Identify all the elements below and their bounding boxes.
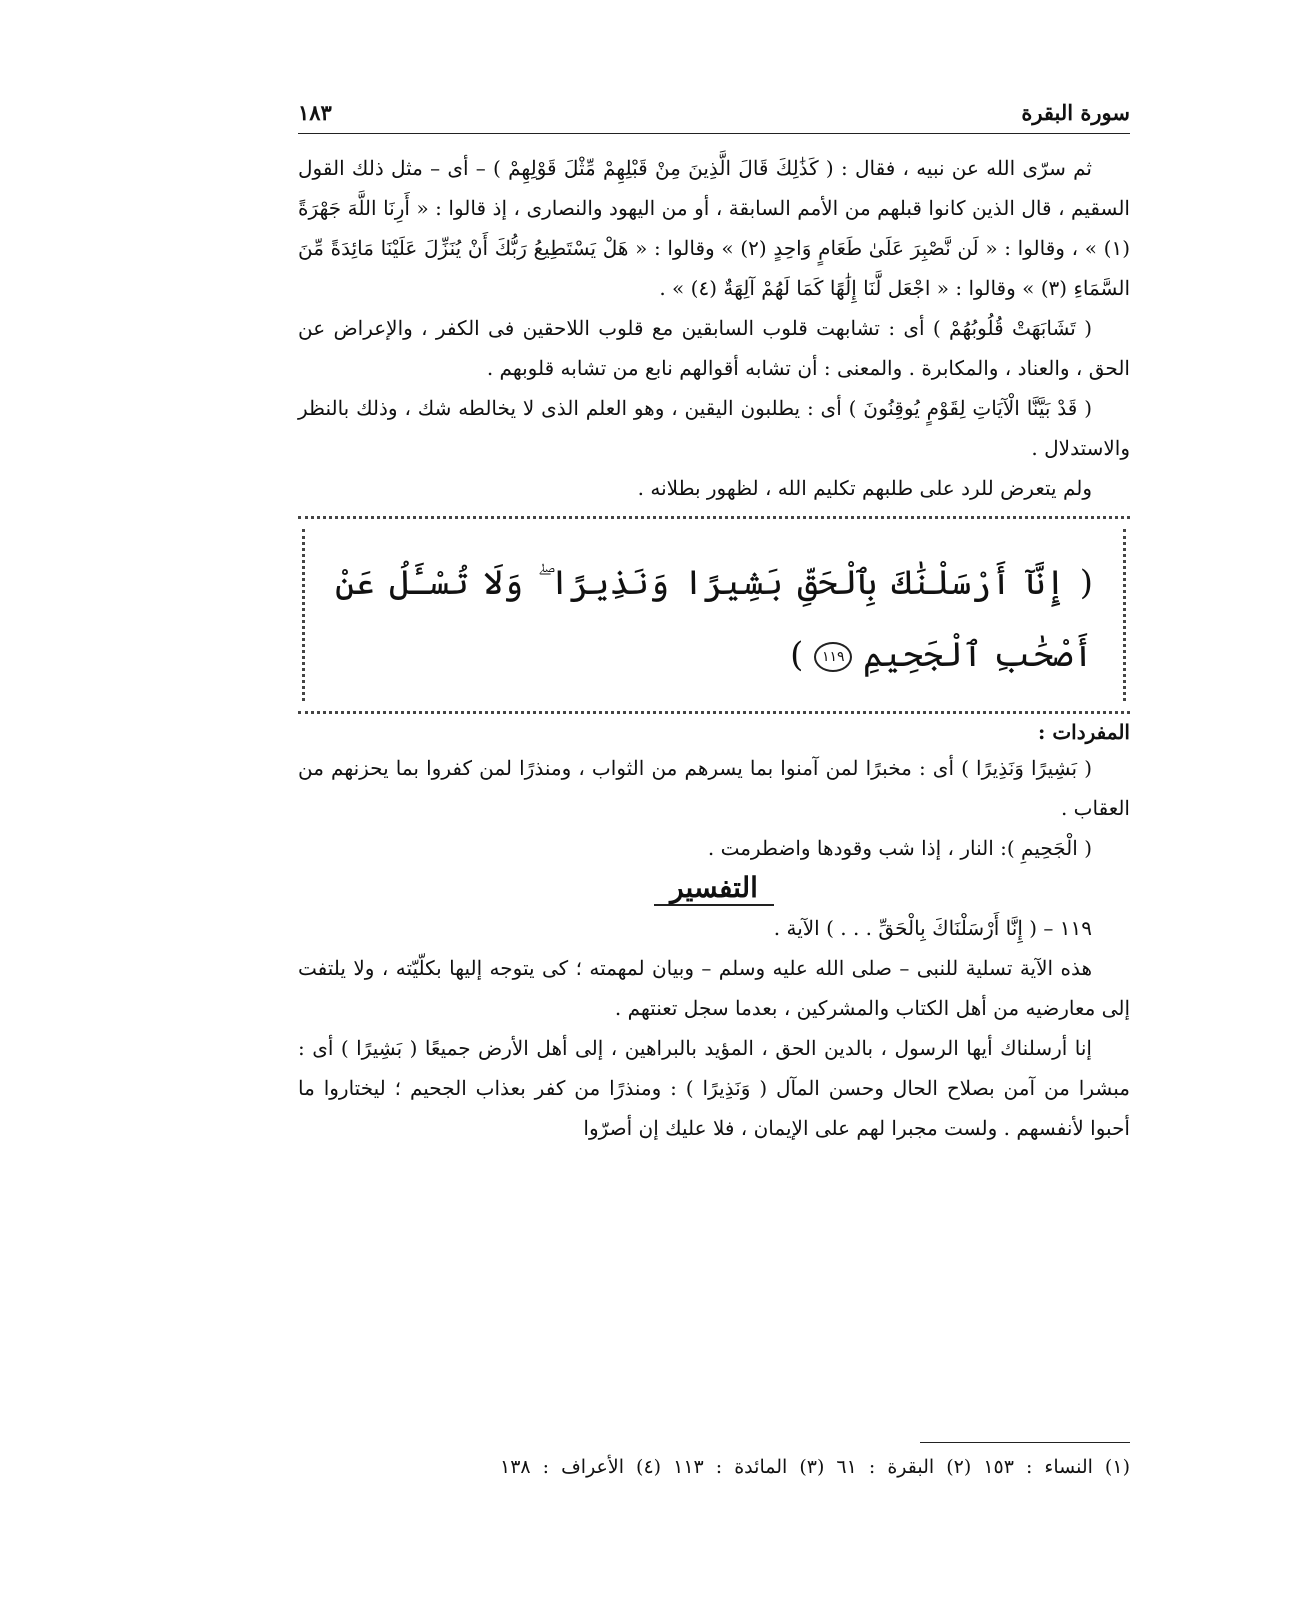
paragraph-4: ولم يتعرض للرد على طلبهم تكليم الله ، لظهور بطلانه . (637, 476, 1092, 500)
book-page (298, 100, 1130, 1478)
paragraph-1: ثم سرّى الله عن نبيه ، فقال : ( كَذَٰلِكَ قَالَ الَّذِينَ مِنْ قَبْلِهِمْ مِّثْلَ قَوْلِهِمْ ) – أى – مثل ذلك القول السقيم ، قال الذين كانوا قبلهم من الأمم السابقة ، أو من اليهود والنصارى ، إذ قالوا : « أَرِنَا اللَّهَ جَهْرَةً (١) » ، وقالوا : « لَن نَّصْبِرَ عَلَىٰ طَعَامٍ وَاحِدٍ (٢) » وقالوا : « هَلْ يَسْتَطِيعُ رَبُّكَ أَنْ يُنَزِّلَ عَلَيْنَا مَائِدَةً مِّنَ السَّمَاءِ (٣) » وقالوا : « اجْعَل لَّنَا إِلَٰهًا كَمَا لَهُمْ آلِهَةٌ (٤) » . (298, 156, 1130, 300)
surah-title: سورة البقرة (1021, 100, 1130, 125)
page-number: ١٨٣ (298, 100, 332, 125)
paragraph-3: ( قَدْ بَيَّنَّا الْآيَاتِ لِقَوْمٍ يُوقِنُونَ ) أى : يطلبون اليقين ، وهو العلم الذى لا يخالطه شك ، وذلك بالنظر والاستدلال . (298, 396, 1130, 460)
ayah-number-marker: ١١٩ (814, 642, 852, 672)
verse-close-paren: ) (790, 635, 804, 675)
tafsir-verse-ref: ١١٩ – ( إِنَّا أَرْسَلْنَاكَ بِالْحَقِّ . . . ) الآية . (773, 916, 1092, 940)
mufradat-entry-1: ( بَشِيرًا وَنَذِيرًا ) أى : مخبرًا لمن آمنوا بما يسرهم من الثواب ، ومنذرًا لمن كفروا بما يحزنهم من العقاب . (298, 756, 1130, 820)
paragraph-2: ( تَشَابَهَتْ قُلُوبُهُمْ ) أى : تشابهت قلوب السابقين مع قلوب اللاحقين فى الكفر ، والإعراض عن الحق ، والعناد ، والمكابرة . والمعنى : أن تشابه أقوالهم نابع من تشابه قلوبهم . (298, 316, 1130, 380)
footnotes: (١) النساء : ١٥٣ (٢) البقرة : ٦١ (٣) المائدة : ١١٣ (٤) الأعراف : ١٣٨ (499, 1456, 1130, 1478)
quran-verse (335, 547, 1093, 691)
footnote-rule (920, 1442, 1130, 1443)
tafsir-paragraph-2: إنا أرسلناك أيها الرسول ، بالدين الحق ، المؤيد بالبراهين ، إلى أهل الأرض جميعًا ( بَشِيرًا ) أى : مبشرا من آمن بصلاح الحال وحسن المآل ( وَنَذِيرًا ) : ومنذرًا من كفر بعذاب الجحيم ؛ ليختاروا ما أحبوا لأنفسهم . ولست مجبرا لهم على الإيمان ، فلا عليك إن أصرّوا (298, 1036, 1130, 1140)
tafsir-paragraph-1: هذه الآية تسلية للنبى – صلى الله عليه وسلم – وبيان لمهمته ؛ كى يتوجه إليها بكلّيّته ، ولا يلتفت إلى معارضيه من أهل الكتاب والمشركين ، بعدما سجل تعنتهم . (298, 956, 1130, 1020)
page-header (298, 100, 1130, 134)
mufradat-entry-2: ( الْجَحِيمِ ): النار ، إذا شب وقودها واضطرمت . (707, 836, 1092, 860)
verse-text: ( إِنَّآ أَرْسَلْنَٰكَ بِٱلْحَقِّ بَشِيرًا وَنَذِيرًا ۖ وَلَا تُسْـَٔلُ عَنْ أَصْحَٰبِ ٱلْجَحِيمِ (335, 563, 1093, 675)
tafsir-heading: التفسير (298, 868, 1130, 908)
verse-frame (298, 516, 1130, 714)
mufradat-label: المفردات : (1037, 720, 1130, 744)
